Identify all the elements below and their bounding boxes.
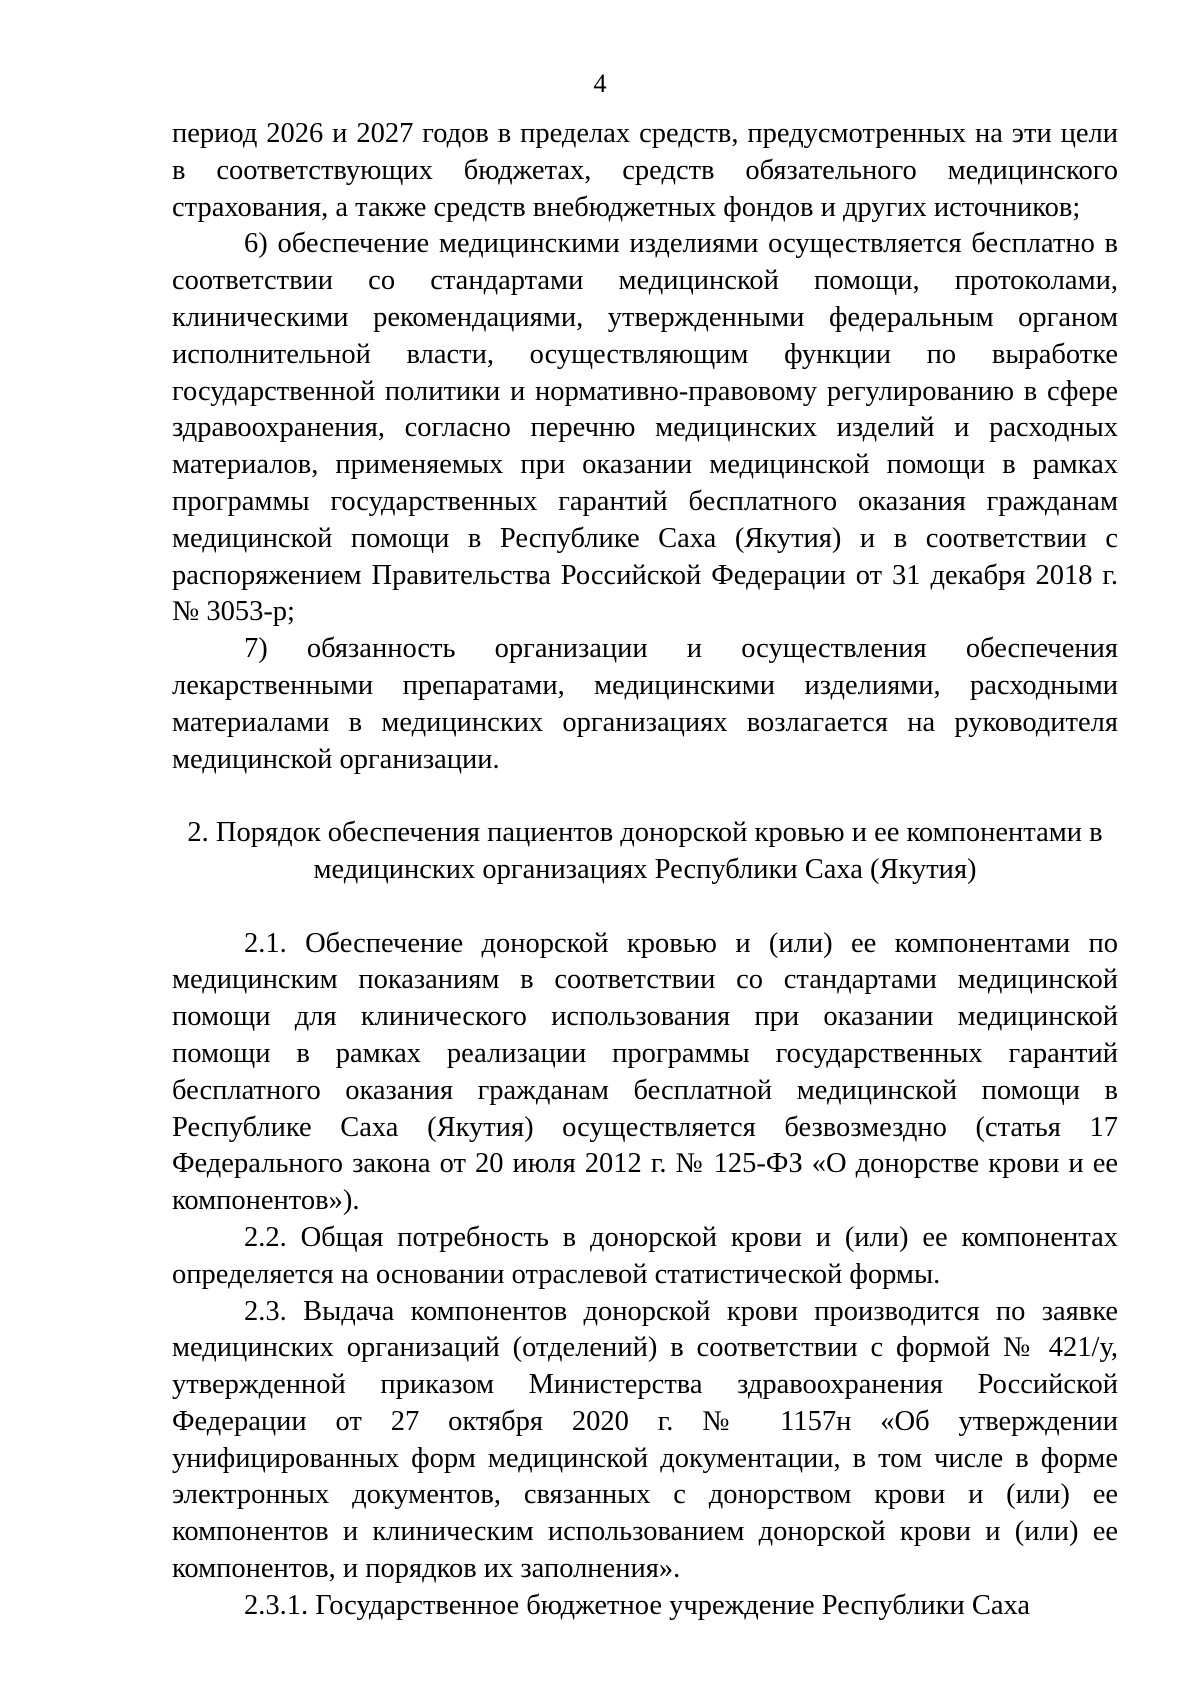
paragraph-continuation: период 2026 и 2027 годов в пределах средств, предусмотренных на эти цели в соответствующих бюджетах, средств обязательного медицинского страхования, а также средств внебюджетных фондов и других источников;: [172, 118, 1118, 223]
document-body: [172, 116, 1118, 1625]
page-number: 4: [593, 69, 607, 98]
paragraph-2-3: 2.3. Выдача компонентов донорской крови производится по заявке медицинских организаций (отделений) в соответствии с формой № 421/у, утвержденной приказом Министерства здравоохранения Российской Федерации от 27 октября 2020 г. № 1157н «Об утверждении унифицированных форм медицинской документации, в том числе в форме электронных документов, связанных с донорством крови и (или) ее компонентов и клиническим использованием донорской крови и (или) ее компонентов, и порядков их заполнения».: [172, 1295, 1118, 1585]
section-heading: [172, 815, 1118, 889]
paragraph-2-3-1: 2.3.1. Государственное бюджетное учреждение Республики Саха: [244, 1589, 1031, 1621]
paragraph-2-1: 2.1. Обеспечение донорской кровью и (или) ее компонентами по медицинским показаниям в соответствии со стандартами медицинской помощи для клинического использования при оказании медицинской помощи в рамках реализации программы государственных гарантий бесплатного оказания гражданам бесплатной медицинской помощи в Республике Саха (Якутия) осуществляется безвозмездно (статья 17 Федерального закона от 20 июля 2012 г. № 125-ФЗ «О донорстве крови и ее компонентов»).: [172, 927, 1118, 1217]
section-heading-line-1: 2. Порядок обеспечения пациентов донорской кровью и ее компонентами в: [187, 817, 1103, 849]
paragraph-2-2: 2.2. Общая потребность в донорской крови и (или) ее компонентах определяется на основании отраслевой статистической формы.: [172, 1221, 1118, 1290]
paragraph-item-6: 6) обеспечение медицинскими изделиями осуществляется бесплатно в соответствии со стандартами медицинской помощи, протоколами, клиническими рекомендациями, утвержденными федеральным органом исполнительной власти, осуществляющим функции по выработке государственной политики и нормативно-правовому регулированию в сфере здравоохранения, согласно перечню медицинских изделий и расходных материалов, применяемых при оказании медицинской помощи в рамках программы государственных гарантий бесплатного оказания гражданам медицинской помощи в Республике Саха (Якутия) и в соответствии с распоряжением Правительства Российской Федерации от 31 декабря 2018 г. № 3053-р;: [172, 228, 1118, 628]
section-heading-line-2: медицинских организациях Республики Саха (Якутия): [313, 853, 977, 885]
paragraph-item-7: 7) обязанность организации и осуществления обеспечения лекарственными препаратами, медицинскими изделиями, расходными материалами в медицинских организациях возлагается на руководителя медицинской организации.: [172, 633, 1118, 775]
